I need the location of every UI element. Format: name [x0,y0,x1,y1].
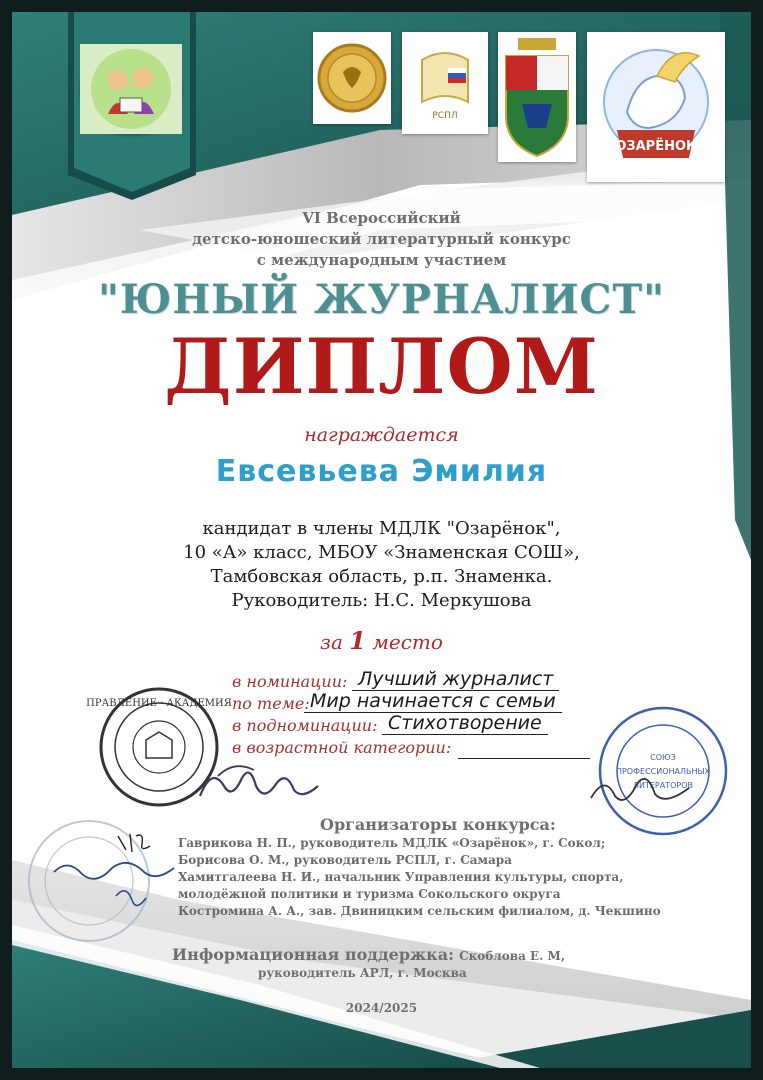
place-number: 1 [349,626,366,655]
details-line: Тамбовская область, р.п. Знаменка. [210,566,553,587]
organizer-line: Борисова О. М., руководитель РСПЛ, г. Самара [178,853,512,867]
right-stamp-text-1: СОЮЗ [650,753,676,762]
subnomination-label: в подноминации: [232,716,378,735]
theme-value: Мир начинается с семьи [304,690,562,713]
place-prefix: за [320,630,343,654]
details-line: кандидат в члены МДЛК "Озарёнок", [202,518,561,539]
place-suffix: место [372,630,443,654]
coat-of-arms-icon [498,32,576,162]
recipient-name: Евсевьева Эмилия [215,454,548,489]
theme-label: по теме: [232,694,310,713]
organizer-line: Костромина А. А., зав. Двиницким сельским филиалом, д. Чекшино [178,904,661,918]
right-stamp-text-3: ЛИТЕРАТОРОВ [632,781,694,790]
header-line-1: VI Всероссийский [302,209,461,227]
organizer-line: молодёжной политики и туризма Сокольского округа [178,887,561,901]
awarded-label: награждается [304,424,459,446]
age-category-value [458,738,590,759]
signature-right [585,768,695,814]
contest-title: "ЮНЫЙ ЖУРНАЛИСТ" [98,276,665,323]
details-block [0,517,763,613]
rspl-logo [402,32,488,134]
info-support [172,945,565,964]
organizer-line: Гаврикова Н. П., руководитель МДЛК «Озарёнок», г. Сокол; [178,836,606,850]
info-support-name: Скоблова Е. М, [459,949,566,963]
info-support-line-2: руководитель АРЛ, г. Москва [258,966,467,980]
year: 2024/2025 [345,1001,418,1015]
school-logo [80,44,182,134]
signature-left [194,756,324,812]
svg-text:ОЗАРЁНОК: ОЗАРЁНОК [615,139,697,154]
left-stamp-text: ПРАВЛЕНИЕ · АКАДЕМИЯ [86,698,232,709]
gold-medal-logo [313,32,391,124]
header-line-3: с международным участием [256,251,507,269]
book-flag-icon [402,32,488,134]
pegasus-icon [587,32,725,182]
nomination-value: Лучший журналист [352,668,559,691]
medal-icon [313,32,391,124]
info-support-label: Информационная поддержка: [172,945,454,964]
signature-bottom-left [46,828,186,920]
subnomination-value: Стихотворение [382,712,548,735]
organizers-list [178,835,661,920]
coat-of-arms-logo [498,32,576,162]
place-line [0,626,763,655]
document-type: ДИПЛОМ [164,322,599,411]
ozarenok-logo [587,32,725,182]
header-line-2: детско-юношеский литературный конкурс [192,230,571,248]
nomination-label: в номинации: [232,672,348,691]
children-reading-icon [80,44,182,134]
details-line: Руководитель: Н.С. Меркушова [231,590,532,611]
right-stamp-text-2: ПРОФЕССИОНАЛЬНЫХ [615,767,711,776]
details-line: 10 «А» класс, МБОУ «Знаменская СОШ», [183,542,580,563]
svg-text:РСПЛ: РСПЛ [432,111,458,121]
organizer-line: Хамитгалеева Н. И., начальник Управления культуры, спорта, [178,870,624,884]
age-category-label: в возрастной категории: [232,738,452,757]
organizers-title: Организаторы конкурса: [320,815,556,834]
